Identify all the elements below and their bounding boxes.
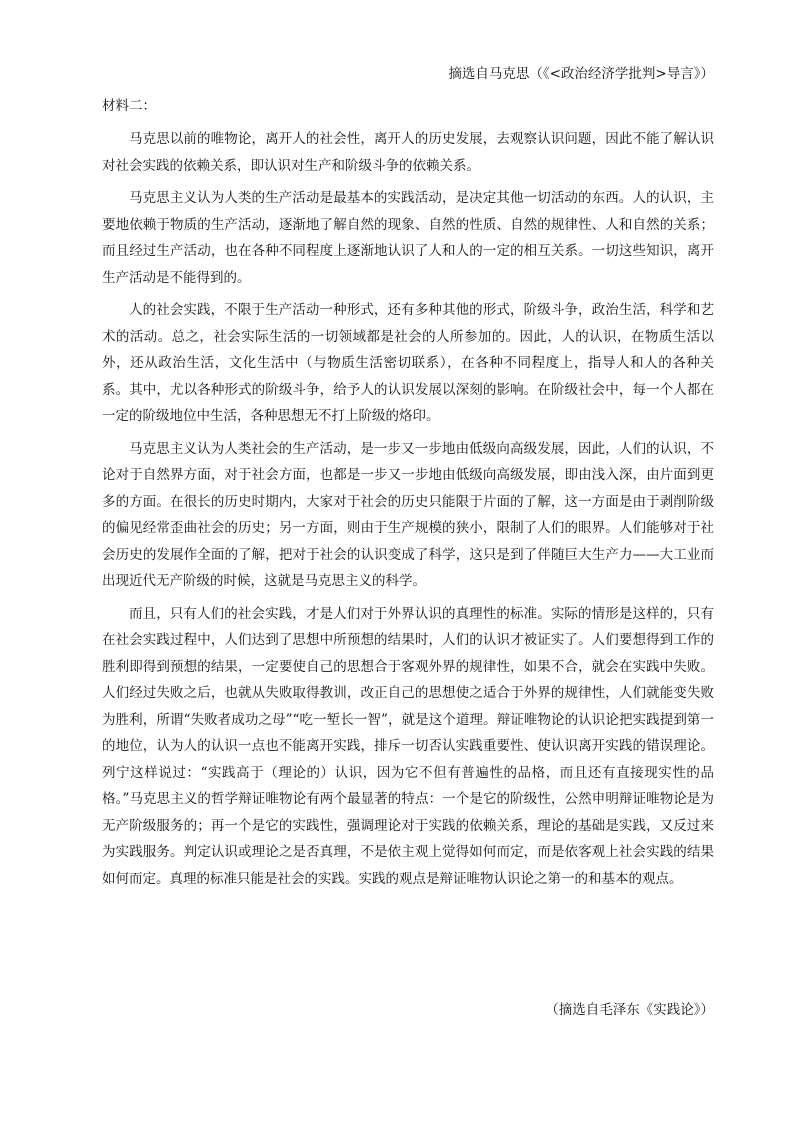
paragraph-5: 而且，只有人们的社会实践，才是人们对于外界认识的真理性的标准。实际的情形是这样的，只有在社会实践过程中，人们达到了思想中所预想的结果时，人们的认识才被证实了。人们要想得到工作的胜利即得到预想的结果，一定要使自己的思想合于客观外界的规律性，如果不合，就会在实践中失败。人们经过失败之后，也就从失败取得教训，改正自己的思想使之适合于外界的规律性，人们就能变失败为胜利，所谓“失败者成功之母”“吃一堑长一智”，就是这个道理。辩证唯物论的认识论把实践提到第一的地位，认为人的认识一点也不能离开实践，排斥一切否认实践重要性、使认识离开实践的错误理论。列宁这样说过：“实践高于（理论的）认识，因为它不但有普遍性的品格，而且还有直接现实性的品格。”马克思主义的哲学辩证唯物论有两个最显著的特点：一个是它的阶级性，公然申明辩证唯物论是为无产阶级服务的；再一个是它的实践性，强调理论对于实践的依赖关系，理论的基础是实践，又反过来为实践服务。判定认识或理论之是否真理，不是依主观上觉得如何而定，而是依客观上社会实践的结果如何而定。真理的标准只能是社会的实践。实践的观点是辩证唯物认识论之第一的和基本的观点。 [102,605,714,887]
paragraph-4: 马克思主义认为人类社会的生产活动，是一步又一步地由低级向高级发展，因此，人们的认识，不论对于自然界方面，对于社会方面，也都是一步又一步地由低级向高级发展，即由浅入深，由片面到更多的方面。在很长的历史时期内，大家对于社会的历史只能限于片面的了解，这一方面是由于剥削阶级的偏见经常歪曲社会的历史；另一方面，则由于生产规模的狭小，限制了人们的眼界。人们能够对于社会历史的发展作全面的了解，把对于社会的认识变成了科学，这只是到了伴随巨大生产力——大工业而出现近代无产阶级的时候，这就是马克思主义的科学。 [102,440,714,589]
paragraph-3: 人的社会实践，不限于生产活动一种形式，还有多种其他的形式，阶级斗争，政治生活，科学和艺术的活动。总之，社会实际生活的一切领域都是社会的人所参加的。因此，人的认识，在物质生活以外，还从政治生活，文化生活中（与物质生活密切联系），在各种不同程度上，指导人和人的各种关系。其中，尤以各种形式的阶级斗争，给予人的认识发展以深刻的影响。在阶级社会中，每一个人都在一定的阶级地位中生活，各种思想无不打上阶级的烙印。 [102,302,714,424]
paragraph-2: 马克思主义认为人类的生产活动是最基本的实践活动，是决定其他一切活动的东西。人的认识，主要地依赖于物质的生产活动，逐渐地了解自然的现象、自然的性质、自然的规律性、人和自然的关系；而且经过生产活动，也在各种不同程度上逐渐地认识了人和人的一定的相互关系。一切这些知识，离开生产活动是不能得到的。 [102,190,714,286]
material-body [102,126,714,898]
source-citation-bottom: （摘选自毛泽东《实践论》） [545,1002,714,1018]
source-citation-top: 摘选自马克思（《<政治经济学批判>导言》） [448,66,714,82]
material-label: 材料二： [102,98,156,114]
paragraph-1: 马克思以前的唯物论，离开人的社会性，离开人的历史发展，去观察认识问题，因此不能了解认识对社会实践的依赖关系，即认识对生产和阶级斗争的依赖关系。 [102,131,714,174]
